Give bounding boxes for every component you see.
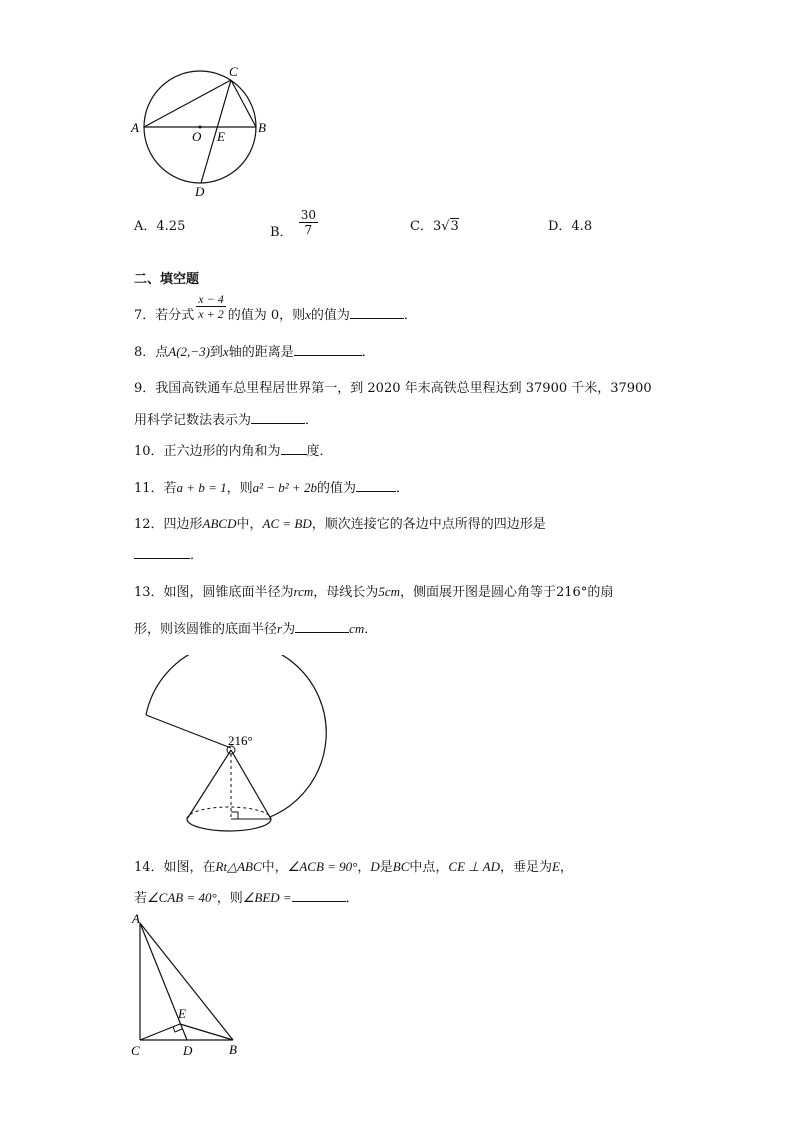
chord-cb (231, 80, 256, 127)
q14-e: E (551, 859, 560, 874)
q14-mid4: 中点， (409, 860, 449, 875)
q7-num: x − 4 (198, 292, 224, 306)
q13-line2-mid: 为 (282, 622, 296, 637)
q10-pre: 10．正六边形的内角和为 (134, 444, 281, 459)
label-d: D (195, 184, 205, 199)
q7-mid: 的值为 0，则 (227, 308, 306, 323)
q12-end: ． (190, 548, 204, 563)
question-12-line2 (134, 546, 203, 565)
q13-post: ，侧面展开图是圆心角等于 (399, 585, 556, 600)
q13-line2-pre: 形，则该圆锥的底面半径 (134, 622, 278, 637)
q13-r1: rcm (293, 584, 314, 599)
q7-pre: 7．若分式 (134, 308, 195, 323)
cone-figure (140, 655, 330, 840)
question-13-line1 (134, 583, 613, 602)
label-b: B (258, 120, 266, 135)
q14-mid5: ，垂足为 (499, 860, 552, 875)
q13-end: ． (364, 622, 378, 637)
q14-mid1: 中， (261, 860, 288, 875)
q10-post: 度． (306, 444, 333, 459)
q8-pre: 8．点 (134, 345, 169, 360)
q14-d: D (370, 859, 380, 874)
tri-label-d: D (183, 1043, 193, 1058)
segment-ad (140, 923, 187, 1040)
q14-mid3: 是 (379, 860, 393, 875)
q7-var: x (305, 307, 311, 322)
segment-ce (140, 1024, 180, 1040)
q14-right: ∠ACB = 90° (287, 859, 358, 874)
q8-end: ． (361, 345, 375, 360)
q14-pre: 14．如图，在 (134, 860, 216, 875)
q14-end: ． (345, 891, 359, 906)
option-c (410, 218, 459, 236)
question-13-line2 (134, 620, 377, 639)
q9-line2: 用科学记数法表示为 (134, 413, 252, 428)
option-b-num: 30 (300, 208, 316, 222)
q14-bc: BC (392, 859, 410, 874)
answer-blank-7[interactable] (350, 306, 404, 319)
q11-post: 的值为 (316, 481, 356, 496)
answer-blank-10[interactable] (281, 442, 307, 455)
option-c-radicand: 3 (450, 219, 459, 234)
q11-expr: a² − b² + 2b (252, 480, 317, 495)
question-11 (134, 479, 409, 498)
q14-tri: Rt△ABC (215, 859, 262, 874)
question-7 (134, 292, 417, 321)
chord-cd (201, 80, 231, 183)
option-b-den: 7 (304, 223, 313, 237)
q11-mid: ，则 (226, 481, 253, 496)
tri-label-a: A (132, 911, 140, 926)
option-b (270, 208, 320, 240)
question-9-line2 (134, 411, 318, 430)
label-c: C (229, 64, 238, 79)
q12-pre: 12．四边形 (134, 517, 203, 532)
segment-eb (180, 1024, 233, 1040)
side-ab (140, 923, 233, 1040)
label-a: A (131, 120, 139, 135)
triangle-figure (125, 908, 255, 1058)
question-12-line1 (134, 515, 546, 534)
q12-post: ，顺次连接它的各边中点所得的四边形是 (311, 517, 546, 532)
q14-line2-mid: ，则 (216, 891, 243, 906)
tri-label-b: B (229, 1042, 237, 1057)
answer-blank-11[interactable] (356, 479, 396, 492)
q12-cond: AC = BD (262, 516, 312, 531)
q13-r2: r (277, 621, 283, 636)
q14-cab: ∠CAB = 40° (147, 890, 217, 905)
q11-end: ． (395, 481, 409, 496)
sector-radius (146, 715, 231, 748)
q11-cond: a + b = 1 (176, 480, 227, 495)
answer-blank-13[interactable] (295, 620, 349, 633)
q8-mid: 到 (209, 345, 223, 360)
q13-l: 5cm (378, 584, 400, 599)
q11-pre: 11．若 (134, 481, 177, 496)
question-14-line2 (134, 889, 359, 908)
q14-line1-end: ， (559, 860, 573, 875)
right-angle-mark-e (173, 1027, 182, 1032)
q8-point: A(2,−3) (168, 344, 210, 359)
label-e: E (217, 129, 225, 144)
circle-figure (125, 60, 285, 205)
q7-fraction (196, 292, 225, 321)
q8-post: 轴的距离是 (228, 345, 294, 360)
q13-mid: ，母线长为 (313, 585, 379, 600)
q7-post: 的值为 (310, 308, 350, 323)
question-9-line1: 9．我国高铁通车总里程居世界第一，到 2020 年末高铁总里程达到 37900 千米，37900 (134, 381, 652, 396)
q13-line1-end: 的扇 (587, 585, 614, 600)
cone-base-back (187, 807, 271, 819)
cone-base-front (187, 819, 271, 831)
option-b-fraction (299, 208, 318, 237)
q14-perp: CE ⊥ AD (448, 859, 500, 874)
option-b-prefix: B． (270, 225, 293, 240)
answer-blank-8[interactable] (294, 343, 362, 356)
label-o: O (192, 129, 202, 144)
q12-mid: 中， (236, 517, 263, 532)
answer-blank-12[interactable] (134, 546, 190, 559)
option-c-prefix: C．3 (410, 219, 442, 234)
cone-angle-label: 216° (228, 733, 253, 748)
option-a: A．4.25 (134, 219, 186, 234)
q9-end: ． (305, 413, 319, 428)
question-14-line1 (134, 858, 573, 877)
q13-unit: cm (349, 621, 365, 636)
answer-blank-14[interactable] (292, 889, 346, 902)
chord-ac (144, 80, 231, 127)
answer-blank-9[interactable] (251, 411, 305, 424)
q14-mid2: ， (357, 860, 371, 875)
tri-label-c: C (131, 1043, 140, 1058)
question-8 (134, 343, 375, 362)
q8-var: x (222, 344, 229, 359)
q12-quad: ABCD (202, 516, 237, 531)
section-title: 二、填空题 (134, 272, 200, 287)
q14-bed: ∠BED = (242, 890, 292, 905)
q7-end: ． (403, 308, 417, 323)
question-10 (134, 442, 333, 461)
q7-den: x + 2 (198, 307, 224, 321)
option-d: D．4.8 (548, 219, 593, 234)
tri-label-e: E (178, 1006, 186, 1021)
q13-pre: 13．如图，圆锥底面半径为 (134, 585, 294, 600)
q14-line2-pre: 若 (134, 891, 148, 906)
q13-angle: 216° (556, 585, 588, 600)
sqrt-icon: √ (441, 219, 450, 234)
right-angle-mark (231, 812, 238, 819)
